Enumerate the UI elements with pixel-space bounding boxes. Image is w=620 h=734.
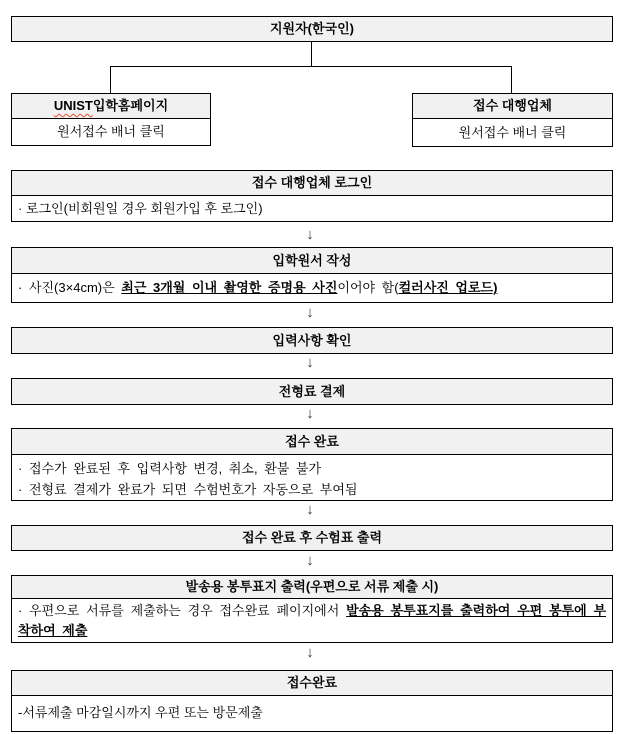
flow-box-registration-complete-body [12,455,612,500]
flow-box-print-exam-ticket [11,525,613,551]
connector-horizontal-line [110,66,512,67]
down-arrow-icon: ↓ [306,552,314,569]
unist-title-rest: 입학홈페이지 [92,98,169,114]
flow-box-fee-payment [11,378,613,405]
photo-note-emphasis-1: 최근 3개월 이내 촬영한 증명용 사진 [121,280,338,296]
complete-note-line-2: · 전형료 결제가 완료가 되면 수험번호가 자동으로 부여됨 [18,482,358,497]
down-arrow-icon: ↓ [306,304,314,321]
down-arrow-icon: ↓ [306,501,314,518]
photo-note-mid: 이어야 함( [337,280,399,296]
flow-box-unist-homepage [11,93,211,146]
flow-box-applicant-title: 지원자(한국인) [12,17,612,41]
flow-box-fee-payment-title: 전형료 결제 [12,379,612,404]
flow-box-application-form-title: 입학원서 작성 [12,248,612,274]
connector-right-drop-line [511,66,512,93]
down-arrow-icon: ↓ [306,226,314,243]
down-arrow-icon: ↓ [306,644,314,661]
flow-box-agency-title: 접수 대행업체 [413,94,612,119]
flow-box-agency-body: 원서접수 배너 클릭 [413,119,612,146]
flow-box-final-complete [11,670,613,732]
unist-brand-text: UNIST [53,98,93,114]
flow-box-agency-login [11,170,613,222]
down-arrow-icon: ↓ [306,405,314,422]
flow-box-envelope-cover-title: 발송용 봉투표지 출력(우편으로 서류 제출 시) [12,576,612,599]
flow-box-registration-complete-title: 접수 완료 [12,429,612,455]
photo-note-emphasis-2: 컬러사진 업로드) [398,280,498,296]
flow-box-applicant [11,16,613,42]
down-arrow-icon: ↓ [306,354,314,371]
flow-box-agency-login-title: 접수 대행업체 로그인 [12,171,612,196]
flow-box-registration-complete [11,428,613,501]
photo-note-pre: · 사진(3×4cm)은 [18,280,122,296]
flow-box-envelope-cover [11,575,613,643]
flow-box-application-form-body [12,274,612,302]
connector-left-drop-line [110,66,111,93]
complete-note-line-1: · 접수가 완료된 후 입력사항 변경, 취소, 환불 불가 [18,461,322,476]
flow-box-agency-login-body: · 로그인(비회원일 경우 회원가입 후 로그인) [12,196,612,221]
flow-box-agency [412,93,613,147]
flow-box-confirm-entries [11,327,613,354]
flow-box-unist-homepage-title [12,94,210,119]
flow-box-print-exam-ticket-title: 접수 완료 후 수험표 출력 [12,526,612,550]
flow-box-final-complete-title: 접수완료 [12,671,612,696]
flow-box-confirm-entries-title: 입력사항 확인 [12,328,612,353]
connector-root-stem-line [311,42,312,66]
flow-box-unist-homepage-body: 원서접수 배너 클릭 [12,119,210,145]
flow-box-envelope-cover-body [12,599,612,642]
flow-box-final-complete-body: -서류제출 마감일시까지 우편 또는 방문제출 [12,696,612,731]
envelope-note-emphasis: 발송용 봉투표지를 출력하여 우편 봉투에 부착하여 제출 [18,603,606,638]
flow-box-application-form [11,247,613,303]
envelope-note-pre: · 우편으로 서류를 제출하는 경우 접수완료 페이지에서 [18,603,347,618]
